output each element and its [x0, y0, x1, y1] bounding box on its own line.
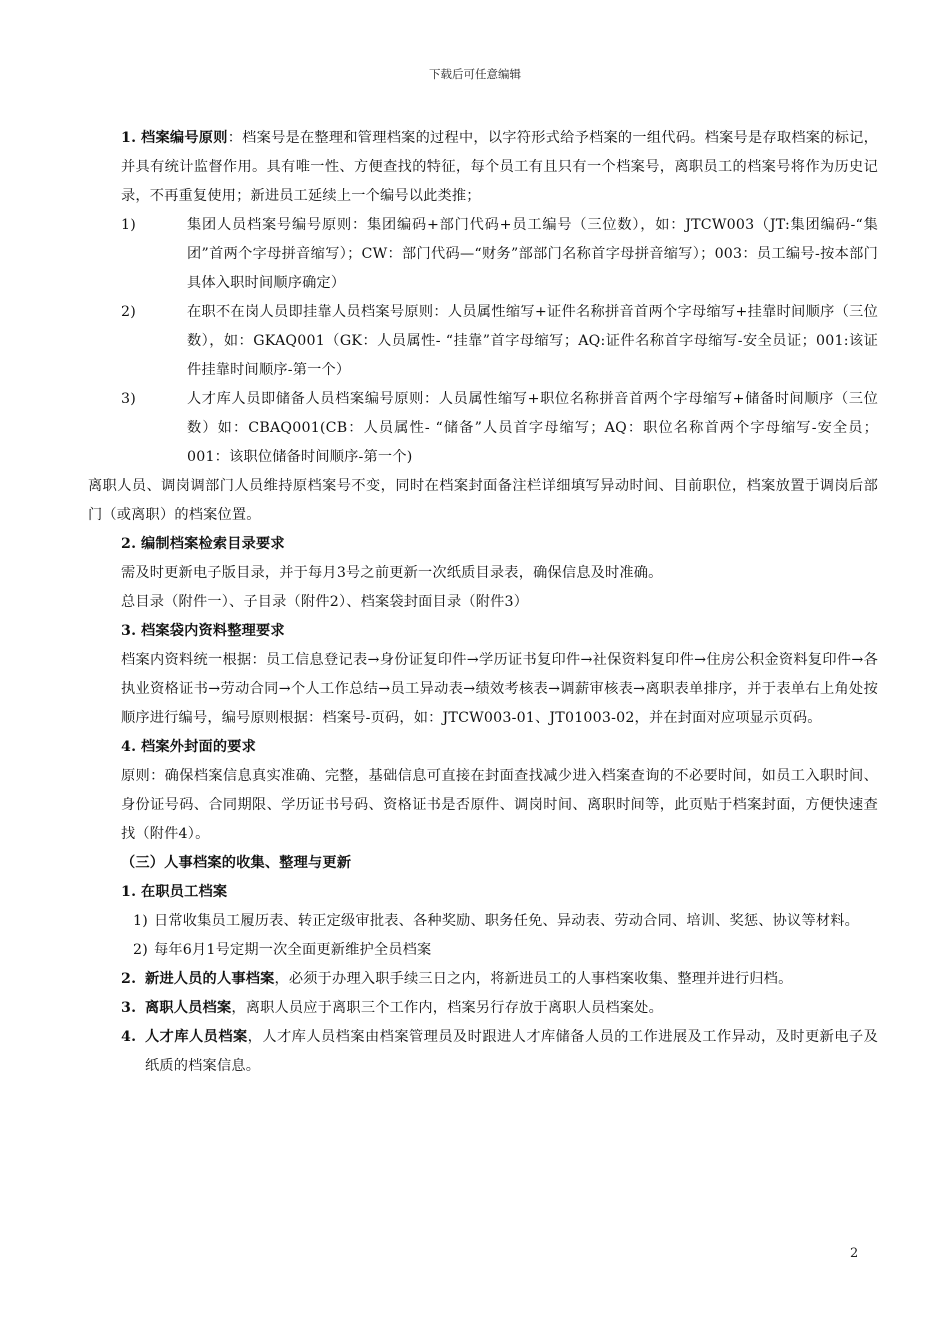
list-item-number: 1): [133, 913, 148, 929]
subsection-a-title: 在职员工档案: [140, 884, 228, 900]
section-1-number: 1.: [121, 130, 137, 146]
item-body: ，人才库人员档案由档案管理员及时跟进人才库储备人员的工作进展及工作异动，及时更新电子及纸质的档案信息。: [145, 1029, 879, 1074]
section-4-title: 档案外封面的要求: [140, 739, 257, 755]
item-title: 新进人员的人事档案: [145, 971, 275, 987]
section-1-after-paragraph: 离职人员、调岗调部门人员维持原档案号不变，同时在档案封面备注栏详细填写异动时间、目前职位，档案放置于调岗后部门（或离职）的档案位置。: [88, 478, 878, 523]
list-item-text: 集团人员档案号编号原则：集团编码+部门代码+员工编号（三位数），如：JTCW003（JT:集团编码-“集团”首两个字母拼音缩写）；CW：部门代码—“财务”部部门名称首字母拼音缩写）；003：员工编号-按本部门具体入职时间顺序确定）: [187, 217, 878, 291]
section-2-paragraph-2: 总目录（附件一）、子目录（附件2）、档案袋封面目录（附件3）: [121, 594, 529, 610]
item-body: ，离职人员应于离职三个工作内，档案另行存放于离职人员档案处。: [231, 1000, 663, 1016]
section-2-heading: [88, 530, 878, 559]
list-item: [88, 385, 878, 472]
list-item-number: 2): [133, 942, 148, 958]
section-2-number: 2.: [121, 536, 137, 552]
item-text: [145, 965, 878, 994]
section-3-number: 3.: [121, 623, 137, 639]
chapter-3-heading: [88, 849, 878, 878]
section-1-body: ：档案号是在整理和管理档案的过程中，以字符形式给予档案的一组代码。档案号是存取档案的标记，并具有统计监督作用。具有唯一性、方便查找的特征，每个员工有且只有一个档案号，离职员工的档案号将作为历史记录，不再重复使用；新进员工延续上一个编号以此类推；: [121, 130, 878, 204]
numbered-item-b: [88, 965, 878, 994]
list-item-number: 2): [121, 304, 136, 320]
numbered-item-c: [88, 994, 878, 1023]
section-1-title: 档案编号原则: [141, 130, 228, 146]
section-3-heading: [88, 617, 878, 646]
list-item: [88, 936, 878, 965]
subsection-a-number: 1.: [121, 884, 137, 900]
section-1-paragraph: [88, 124, 878, 211]
numbered-item-d: [88, 1023, 878, 1081]
item-body: ，必须于办理入职手续三日之内，将新进员工的人事档案收集、整理并进行归档。: [274, 971, 793, 987]
list-item-number: 1): [121, 217, 136, 233]
item-title: 人才库人员档案: [145, 1029, 248, 1045]
item-number: 4.: [121, 1029, 137, 1045]
section-4-number: 4.: [121, 739, 137, 755]
list-item-number: 3): [121, 391, 136, 407]
item-number: 2.: [121, 971, 137, 987]
page-header: 下载后可任意编辑: [429, 67, 521, 81]
list-item: [88, 907, 878, 936]
list-item: [88, 211, 878, 298]
section-2-title: 编制档案检索目录要求: [140, 536, 285, 552]
chapter-3-title: （三）人事档案的收集、整理与更新: [121, 855, 352, 871]
list-item-text: 日常收集员工履历表、转正定级审批表、各种奖励、职务任免、异动表、劳动合同、培训、奖惩、协议等材料。: [154, 913, 859, 929]
page-number: 2: [850, 1246, 859, 1261]
section-3-title: 档案袋内资料整理要求: [140, 623, 285, 639]
section-3-paragraph: 档案内资料统一根据：员工信息登记表→身份证复印件→学历证书复印件→社保资料复印件→住房公积金资料复印件→各执业资格证书→劳动合同→个人工作总结→员工异动表→绩效考核表→调薪审核表→离职表单排序，并于表单右上角处按顺序进行编号，编号原则根据：档案号-页码，如：JTCW003-01、JT01003-02，并在封面对应项显示页码。: [121, 652, 878, 726]
item-number: 3.: [121, 1000, 137, 1016]
subsection-a-heading: [88, 878, 878, 907]
section-4-paragraph: 原则：确保档案信息真实准确、完整，基础信息可直接在封面查找减少进入档案查询的不必要时间，如员工入职时间、身份证号码、合同期限、学历证书号码、资格证书是否原件、调岗时间、离职时间等，此页贴于档案封面，方便快速查找（附件4）。: [121, 768, 878, 842]
list-item-text: 人才库人员即储备人员档案编号原则：人员属性缩写+职位名称拼音首两个字母缩写+储备时间顺序（三位数）如：CBAQ001(CB：人员属性- “储备”人员首字母缩写；AQ：职位名称首两个字母缩写-安全员；001：该职位储备时间顺序-第一个): [187, 391, 878, 465]
document-body: [88, 124, 878, 1081]
item-title: 离职人员档案: [145, 1000, 232, 1016]
section-4-heading: [88, 733, 878, 762]
item-text: [145, 994, 878, 1023]
section-2-paragraph-1: 需及时更新电子版目录，并于每月3号之前更新一次纸质目录表，确保信息及时准确。: [121, 565, 663, 581]
list-item: [88, 298, 878, 385]
item-text: [145, 1023, 878, 1081]
list-item-text: 每年6月1号定期一次全面更新维护全员档案: [154, 942, 432, 958]
list-item-text: 在职不在岗人员即挂靠人员档案号原则：人员属性缩写+证件名称拼音首两个字母缩写+挂靠时间顺序（三位数），如：GKAQ001（GK：人员属性- “挂靠”首字母缩写；AQ:证件名称首字母缩写-安全员证；001:该证件挂靠时间顺序-第一个）: [187, 304, 878, 378]
